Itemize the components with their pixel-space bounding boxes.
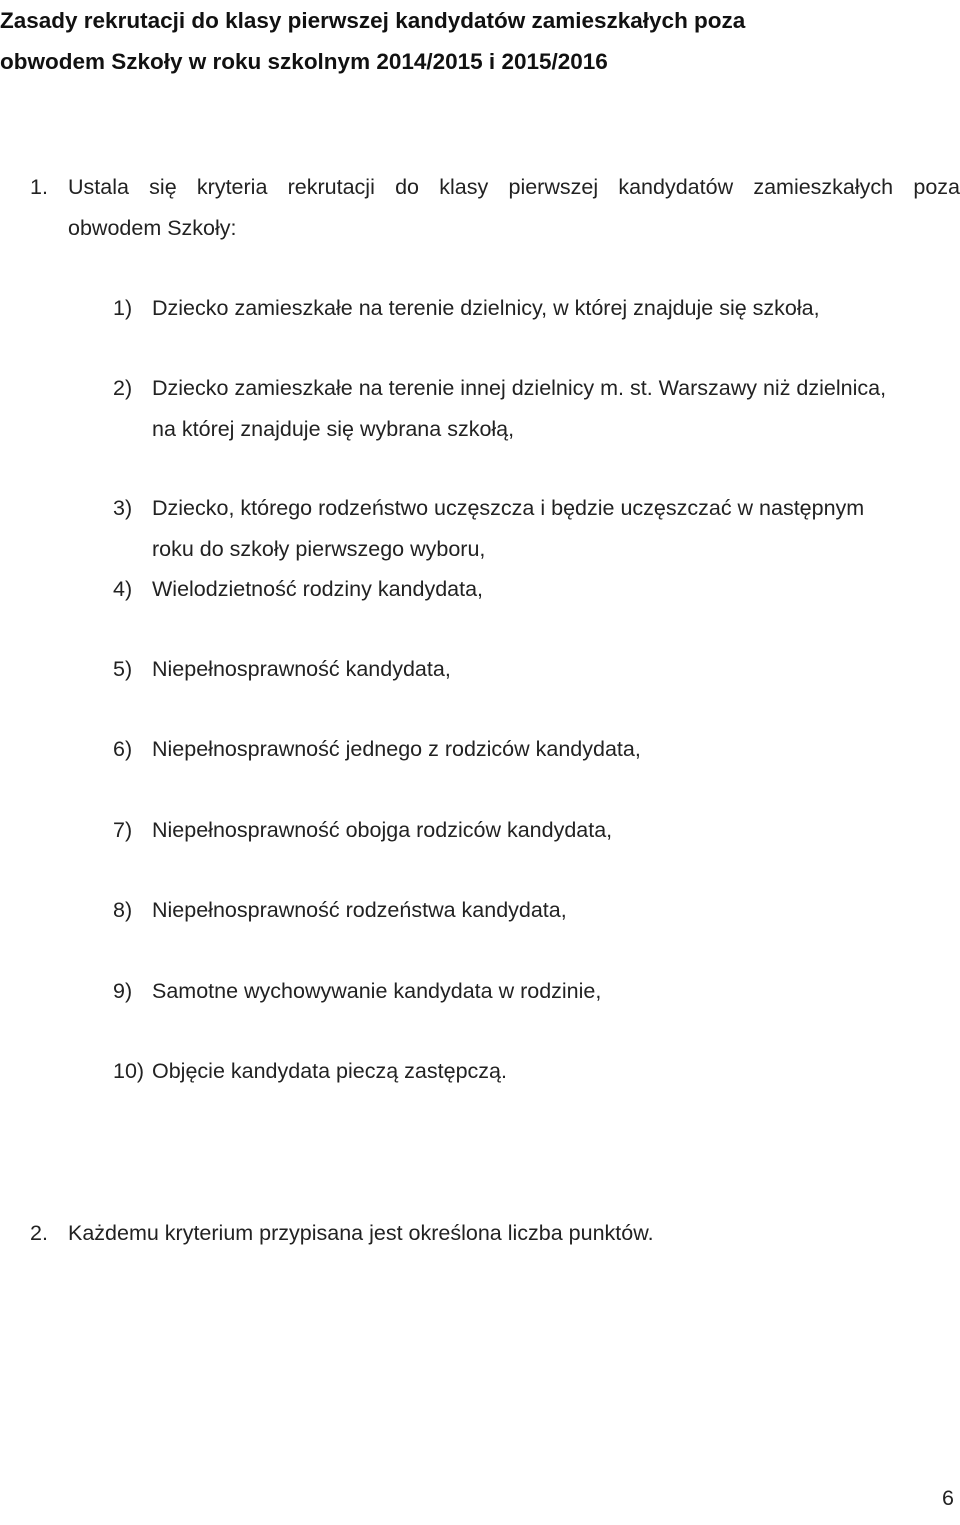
section-1-body: [68, 167, 960, 249]
criterion-text: [152, 649, 960, 690]
criterion-text: [152, 368, 960, 450]
title-line-1: Zasady rekrutacji do klasy pierwszej kandydatów zamieszkałych poza: [0, 8, 746, 33]
criterion-line: Dziecko zamieszkałe na terenie dzielnicy, w której znajduje się szkoła,: [152, 296, 820, 320]
document-title: [0, 0, 950, 82]
criterion-text: [152, 890, 960, 931]
criterion-number: 6): [113, 737, 133, 761]
criterion-number: 4): [113, 577, 133, 601]
section-1-number: 1.: [30, 175, 48, 199]
criterion-number: 8): [113, 898, 133, 922]
criterion-text: [152, 971, 960, 1012]
criterion-number: 10): [113, 1059, 145, 1083]
criterion-line: na której znajduje się wybrana szkołą,: [152, 417, 515, 441]
criterion-text: [152, 810, 960, 851]
criterion-line: Niepełnosprawność jednego z rodziców kandydata,: [152, 737, 641, 761]
section-2-text: Każdemu kryterium przypisana jest określona liczba punktów.: [68, 1221, 654, 1245]
criterion-number: 1): [113, 296, 133, 320]
section-1-line-1: Ustala się kryteria rekrutacji do klasy pierwszej kandydatów zamieszkałych poza: [68, 175, 960, 199]
criterion-number: 7): [113, 818, 133, 842]
criterion-line: Objęcie kandydata pieczą zastępczą.: [152, 1059, 507, 1083]
criterion-number: 5): [113, 657, 133, 681]
criterion-line: Samotne wychowywanie kandydata w rodzinie,: [152, 979, 602, 1003]
criterion-line: roku do szkoły pierwszego wyboru,: [152, 537, 486, 561]
criterion-number: 9): [113, 979, 133, 1003]
criterion-number: 2): [113, 376, 133, 400]
criterion-text: [152, 1051, 960, 1092]
criterion-line: Dziecko, którego rodzeństwo uczęszcza i będzie uczęszczać w następnym: [152, 496, 865, 520]
section-1-line-2: obwodem Szkoły:: [68, 216, 237, 240]
title-line-2: obwodem Szkoły w roku szkolnym 2014/2015 i 2015/2016: [0, 49, 608, 74]
criterion-text: [152, 488, 960, 570]
section-2-body: [68, 1213, 960, 1254]
section-2-number: 2.: [30, 1221, 48, 1245]
criterion-text: [152, 288, 960, 329]
criterion-line: Niepełnosprawność rodzeństwa kandydata,: [152, 898, 567, 922]
criterion-line: Niepełnosprawność kandydata,: [152, 657, 451, 681]
page-number: 6: [942, 1486, 954, 1510]
criterion-text: [152, 729, 960, 770]
criterion-number: 3): [113, 496, 133, 520]
criterion-line: Niepełnosprawność obojga rodziców kandydata,: [152, 818, 613, 842]
criterion-line: Wielodzietność rodziny kandydata,: [152, 577, 484, 601]
criterion-line: Dziecko zamieszkałe na terenie innej dzielnicy m. st. Warszawy niż dzielnica,: [152, 376, 887, 400]
criterion-text: [152, 569, 960, 610]
